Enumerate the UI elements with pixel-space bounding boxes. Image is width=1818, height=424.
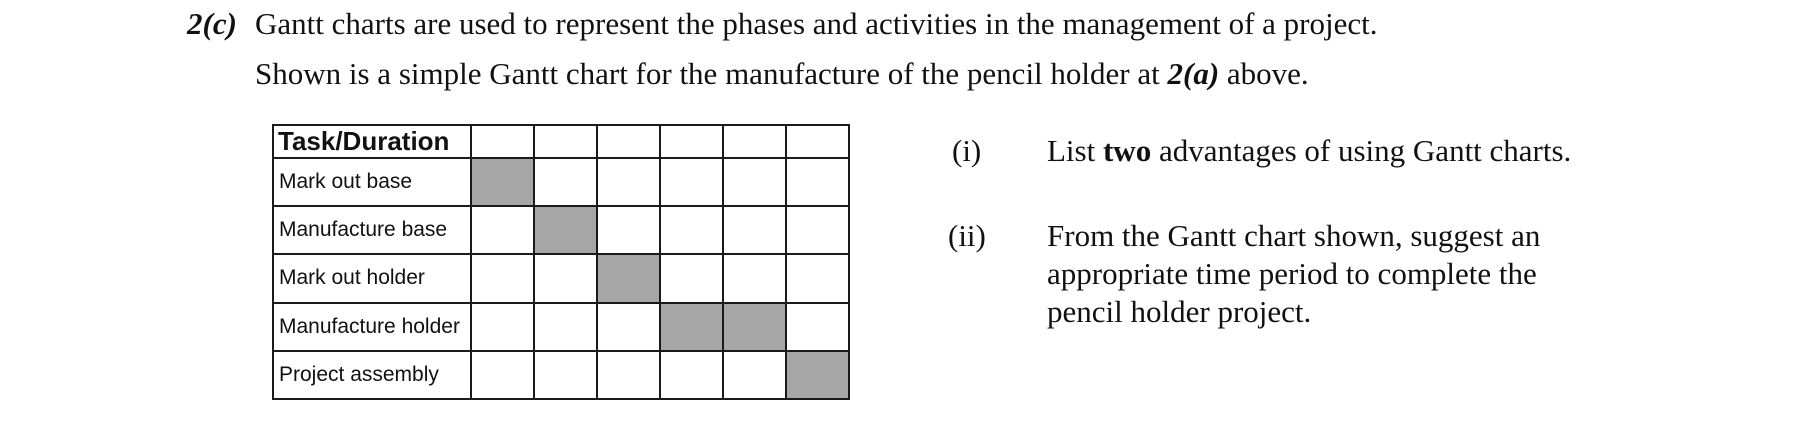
gantt-empty-cell (471, 351, 534, 399)
gantt-header-period-cell (597, 125, 660, 158)
question-i-text-bold: two (1102, 133, 1152, 168)
gantt-empty-cell (660, 158, 723, 206)
gantt-bar-cell (660, 303, 723, 351)
question-i-text-pre: List (1047, 133, 1103, 168)
gantt-bar-cell (723, 303, 786, 351)
heading-text-line1: Gantt charts are used to represent the phases and activities in the management of a project. (255, 6, 1378, 41)
gantt-bar-cell (597, 254, 660, 302)
question-ii-text (1047, 217, 1540, 331)
gantt-task-label: Mark out holder (273, 254, 471, 302)
heading-line2-post: above. (1219, 56, 1309, 91)
gantt-task-row (273, 158, 849, 206)
heading-line2-pre: Shown is a simple Gantt chart for the manufacture of the pencil holder at (255, 56, 1168, 91)
gantt-empty-cell (471, 206, 534, 254)
gantt-task-label: Manufacture base (273, 206, 471, 254)
gantt-empty-cell (534, 254, 597, 302)
question-ii-line: appropriate time period to complete the (1047, 256, 1537, 291)
gantt-empty-cell (660, 351, 723, 399)
gantt-empty-cell (660, 206, 723, 254)
gantt-task-label: Mark out base (273, 158, 471, 206)
gantt-empty-cell (597, 351, 660, 399)
gantt-empty-cell (723, 206, 786, 254)
gantt-header-period-cell (471, 125, 534, 158)
gantt-empty-cell (597, 303, 660, 351)
question-i-marker: (i) (952, 133, 982, 168)
heading-text-line2 (255, 56, 1309, 92)
gantt-bar-cell (786, 351, 849, 399)
gantt-empty-cell (786, 158, 849, 206)
gantt-header-row (273, 125, 849, 158)
gantt-empty-cell (660, 254, 723, 302)
question-number: 2(c) (187, 6, 237, 41)
heading-line2-reference: 2(a) (1167, 56, 1220, 91)
gantt-bar-cell (534, 206, 597, 254)
gantt-task-row (273, 303, 849, 351)
gantt-empty-cell (723, 254, 786, 302)
gantt-header-period-cell (723, 125, 786, 158)
gantt-task-label: Project assembly (273, 351, 471, 399)
gantt-task-row (273, 206, 849, 254)
gantt-chart-table (272, 124, 850, 400)
gantt-empty-cell (723, 158, 786, 206)
gantt-header-label: Task/Duration (273, 125, 471, 158)
gantt-empty-cell (786, 206, 849, 254)
question-ii-line: From the Gantt chart shown, suggest an (1047, 218, 1541, 253)
gantt-empty-cell (786, 254, 849, 302)
question-i-text-post: advantages of using Gantt charts. (1151, 133, 1572, 168)
gantt-empty-cell (786, 303, 849, 351)
gantt-bar-cell (471, 158, 534, 206)
gantt-empty-cell (597, 158, 660, 206)
gantt-empty-cell (597, 206, 660, 254)
question-ii (948, 217, 1540, 331)
question-ii-marker: (ii) (948, 218, 986, 253)
question-i-text (1047, 132, 1571, 170)
gantt-task-row (273, 254, 849, 302)
gantt-empty-cell (723, 351, 786, 399)
question-i (952, 132, 1571, 170)
gantt-task-label: Manufacture holder (273, 303, 471, 351)
gantt-empty-cell (471, 254, 534, 302)
gantt-task-row (273, 351, 849, 399)
gantt-header-period-cell (660, 125, 723, 158)
gantt-header-period-cell (786, 125, 849, 158)
gantt-empty-cell (534, 303, 597, 351)
gantt-empty-cell (534, 158, 597, 206)
gantt-empty-cell (534, 351, 597, 399)
gantt-empty-cell (471, 303, 534, 351)
question-ii-line: pencil holder project. (1047, 294, 1312, 329)
gantt-header-period-cell (534, 125, 597, 158)
